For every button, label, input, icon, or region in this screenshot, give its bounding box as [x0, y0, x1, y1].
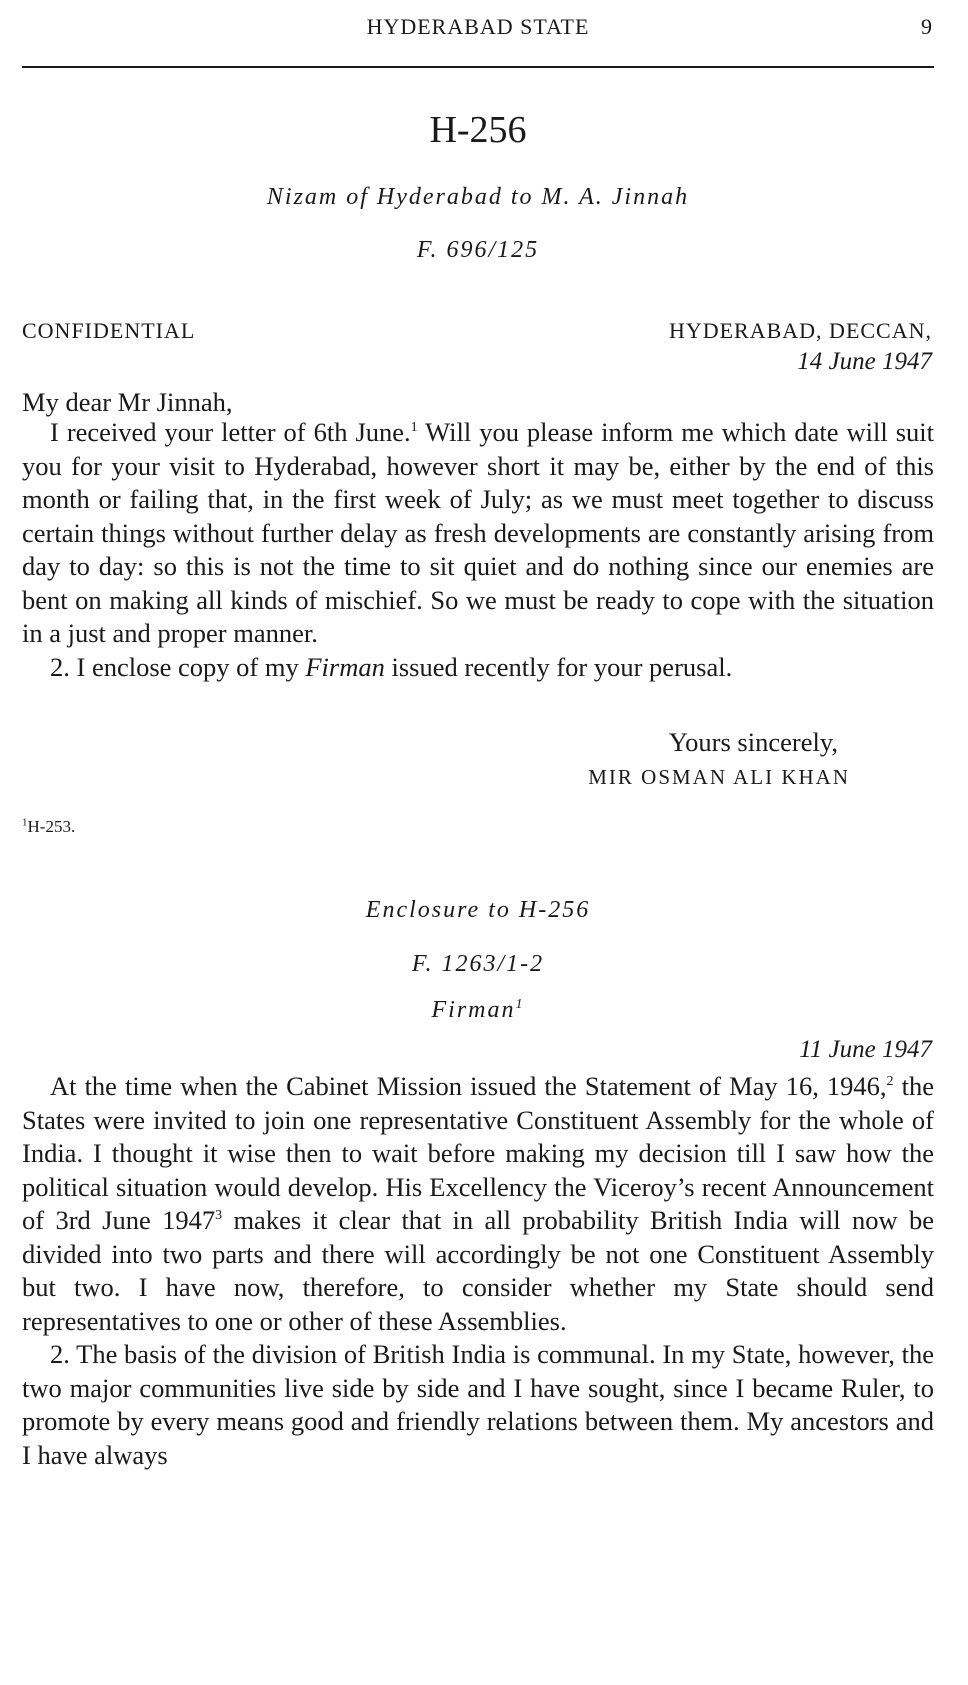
letter-body	[22, 416, 934, 684]
footnote	[22, 817, 75, 837]
footnote-marker: 2	[886, 1074, 894, 1090]
letter-date: 14 June 1947	[797, 348, 932, 375]
letter-paragraph-1: I received your letter of 6th June.$^1$ Will you please inform me which date will suit you for your visit to Hyderabad, however short it may be, either by the end of this month or failing that, in the first week of July; as we must meet together to discuss certain things without further delay as fresh developments are constantly arising from day to day: so this is not the time to sit quiet and do nothing since our enemies are bent on making all kinds of mischief. So we must be ready to cope with the situation in a just and proper manner.	[22, 417, 934, 648]
document-page	[22, 0, 934, 1685]
firman-body	[22, 1070, 934, 1472]
closing: Yours sincerely,	[668, 727, 838, 757]
sender-recipient-line: Nizam of Hyderabad to M. A. Jinnah	[266, 184, 690, 210]
firman-paragraph-1: At the time when the Cabinet Mission issued the Statement of May 16, 1946,$^2$ the States were invited to join one representative Constituent Assembly for the whole of India. I thought it wise then to wait before making my decision till I saw how the political situation would develop. His Excellency the Viceroy’s recent Announcement of 3rd June 1947$^3$ makes it clear that in all probability British India will now be divided into two parts and there will accordingly be not one Constituent Assembly but two. I have now, therefore, to consider whether my State should send representatives to one or other of these Assemblies.	[22, 1071, 934, 1336]
header-rule	[22, 66, 934, 68]
place-line: HYDERABAD, DECCAN,	[668, 318, 932, 343]
footnote-text: H-253.	[27, 817, 76, 836]
page-number: 9	[921, 14, 932, 39]
enclosure-title: Enclosure to H-256	[365, 897, 591, 923]
firman-heading: Firman$^1$	[431, 997, 525, 1023]
classification-label: CONFIDENTIAL	[22, 318, 196, 343]
footnote-marker: 3	[215, 1208, 223, 1224]
firman-date: 11 June 1947	[799, 1036, 932, 1063]
footnote-mark: 1	[22, 816, 28, 829]
enclosure-file-reference: F. 1263/1-2	[411, 951, 545, 977]
footnote-marker: 1	[410, 420, 418, 436]
running-header	[22, 14, 934, 44]
running-title: HYDERABAD STATE	[366, 14, 590, 39]
file-reference: F. 696/125	[416, 237, 540, 263]
firman-term: Firman	[305, 651, 385, 682]
letter-paragraph-2: 2. I enclose copy of my Firman issued recently for your perusal.	[50, 651, 733, 682]
signature: MIR OSMAN ALI KHAN	[588, 765, 850, 789]
firman-paragraph-2: 2. The basis of the division of British India is communal. In my State, however, the two major communities live side by side and I have sought, since I became Ruler, to promote by every means good and friendly relations between them. My ancestors and I have always	[22, 1339, 934, 1470]
firman-heading-note: 1	[515, 997, 525, 1012]
document-number: H-256	[429, 109, 527, 151]
salutation: My dear Mr Jinnah,	[22, 387, 233, 417]
